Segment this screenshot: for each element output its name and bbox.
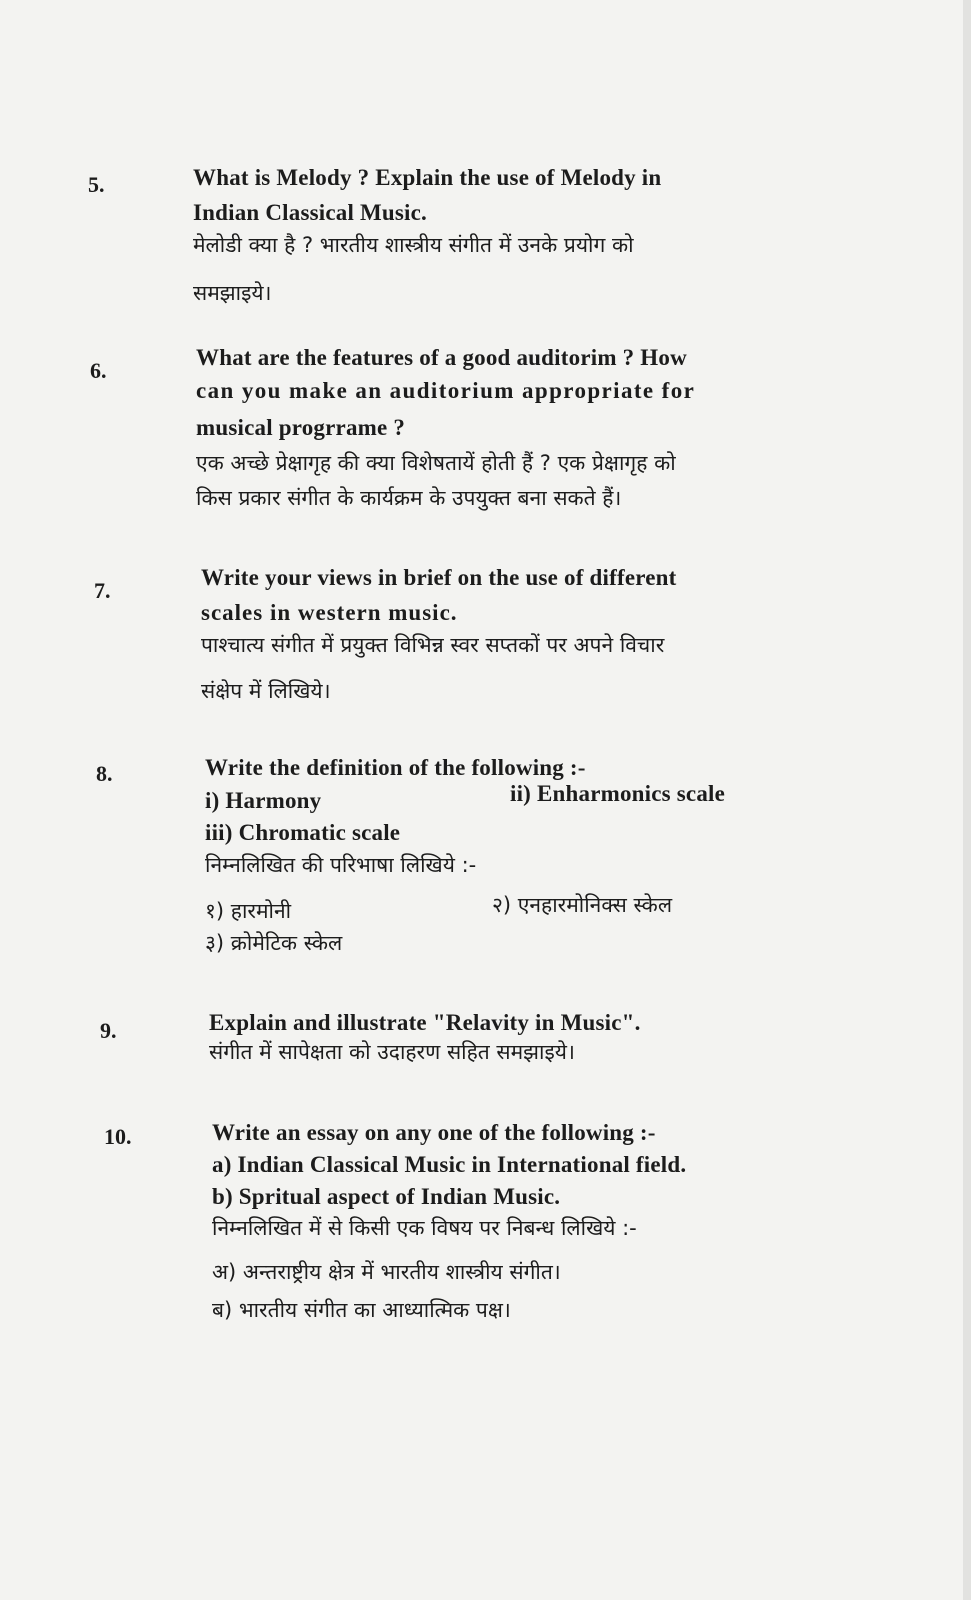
question-text: musical progrrame ? — [196, 415, 406, 440]
question-text: Indian Classical Music. — [193, 200, 428, 225]
question-text: Write your views in brief on the use of different — [201, 565, 677, 590]
definition-item-hindi: १) हारमोनी — [205, 899, 292, 923]
question-text-hindi: निम्नलिखित की परिभाषा लिखिये :- — [205, 853, 477, 877]
question-text-hindi: मेलोडी क्या है ? भारतीय शास्त्रीय संगीत में उनके प्रयोग को — [193, 233, 634, 257]
question-text: Write an essay on any one of the following :- — [212, 1120, 656, 1145]
definition-item: iii) Chromatic scale — [205, 820, 401, 845]
question-text: Write the definition of the following :- — [205, 755, 586, 780]
question-text: Explain and illustrate "Relavity in Music". — [209, 1010, 641, 1035]
definition-item: i) Harmony — [205, 788, 322, 813]
question-text-hindi: किस प्रकार संगीत के कार्यक्रम के उपयुक्त बना सकते हैं। — [196, 486, 622, 510]
question-number: 8. — [96, 761, 113, 786]
question-text-hindi: संगीत में सापेक्षता को उदाहरण सहित समझाइये। — [209, 1040, 575, 1064]
question-text-hindi: संक्षेप में लिखिये। — [201, 679, 331, 703]
question-number: 5. — [88, 172, 105, 197]
essay-option: b) Spritual aspect of Indian Music. — [212, 1184, 561, 1209]
scan-edge — [963, 0, 971, 1600]
question-text: What is Melody ? Explain the use of Melody in — [193, 165, 662, 190]
question-text: scales in western music. — [201, 600, 458, 625]
essay-option-hindi: अ) अन्तराष्ट्रीय क्षेत्र में भारतीय शास्त्रीय संगीत। — [212, 1260, 561, 1284]
question-number: 7. — [94, 578, 111, 603]
question-number: 6. — [90, 358, 107, 383]
question-text-hindi: एक अच्छे प्रेक्षागृह की क्या विशेषतायें होती हैं ? एक प्रेक्षागृह को — [196, 451, 676, 475]
question-text: can you make an auditorium appropriate for — [196, 378, 696, 403]
definition-item: ii) Enharmonics scale — [510, 781, 726, 806]
question-text: What are the features of a good auditorim ? How — [196, 345, 687, 370]
question-text-hindi: निम्नलिखित में से किसी एक विषय पर निबन्ध लिखिये :- — [212, 1216, 637, 1240]
definition-item-hindi: २) एनहारमोनिक्स स्केल — [492, 893, 673, 917]
question-text-hindi: समझाइये। — [193, 281, 272, 305]
question-text-hindi: पाश्चात्य संगीत में प्रयुक्त विभिन्न स्वर सप्तकों पर अपने विचार — [201, 633, 665, 657]
question-number: 9. — [100, 1018, 117, 1043]
question-number: 10. — [104, 1124, 132, 1149]
essay-option-hindi: ब) भारतीय संगीत का आध्यात्मिक पक्ष। — [212, 1298, 511, 1322]
essay-option: a) Indian Classical Music in International field. — [212, 1152, 687, 1177]
definition-item-hindi: ३) क्रोमेटिक स्केल — [205, 931, 343, 955]
